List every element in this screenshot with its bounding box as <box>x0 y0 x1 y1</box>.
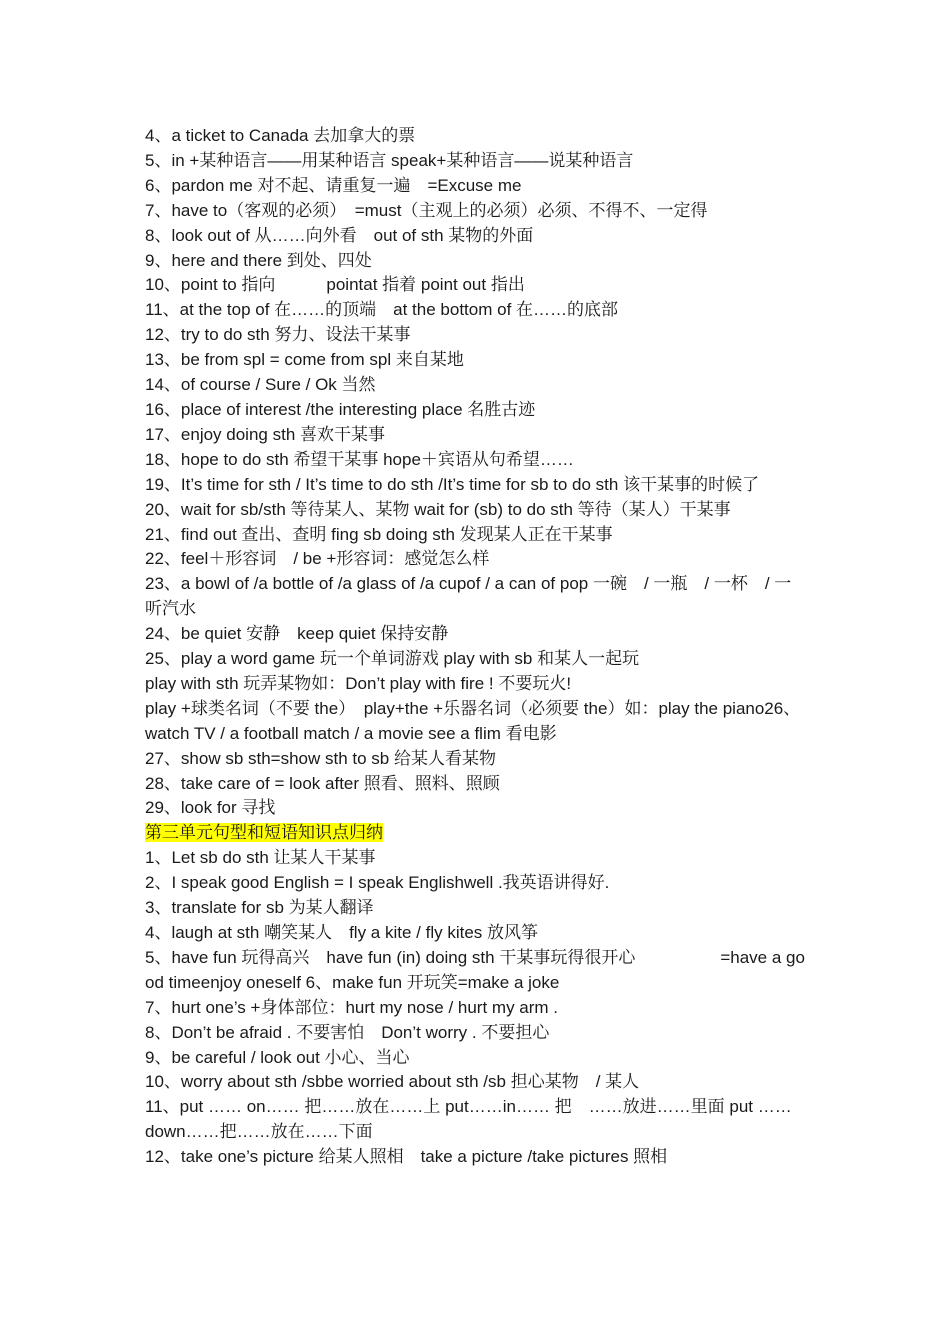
section-heading: 第三单元句型和短语知识点归纳 <box>145 823 383 843</box>
phrase-line: 25、play a word game 玩一个单词游戏 play with sb 和某人一起玩 <box>145 649 640 669</box>
phrase-line: 10、worry about sth /sbbe worried about sth /sb 担心某物 / 某人 <box>145 1072 640 1092</box>
phrase-line: 4、a ticket to Canada 去加拿大的票 <box>145 126 416 145</box>
phrase-list-part1 <box>145 124 805 821</box>
document-page <box>145 124 805 1170</box>
phrase-line: 12、try to do sth 努力、设法干某事 <box>145 325 411 345</box>
phrase-line: 17、enjoy doing sth 喜欢干某事 <box>145 424 385 444</box>
phrase-line: 9、here and there 到处、四处 <box>145 250 372 270</box>
phrase-line: 7、hurt one’s +身体部位：hurt my nose / hurt my arm . <box>145 997 559 1017</box>
phrase-line: 21、find out 查出、查明 fing sb doing sth 发现某人正在干某事 <box>145 524 613 544</box>
phrase-list-part2 <box>145 846 805 1170</box>
phrase-line: 8、look out of 从……向外看 out of sth 某物的外面 <box>145 225 534 245</box>
phrase-line: 5、in +某种语言——用某种语言 speak+某种语言——说某种语言 <box>145 150 634 170</box>
phrase-line: play with sth 玩弄某物如：Don’t play with fire ! 不要玩火! <box>145 673 572 693</box>
phrase-line: play +球类名词（不要 the） play+the +乐器名词（必须要 the）如：play the piano26、watch TV / a football match / a movie see a flim 看电影 <box>145 698 801 743</box>
section-heading-row <box>145 821 805 846</box>
phrase-line: 24、be quiet 安静 keep quiet 保持安静 <box>145 624 449 644</box>
phrase-line: 8、Don’t be afraid . 不要害怕 Don’t worry . 不要担心 <box>145 1022 550 1042</box>
phrase-line: 16、place of interest /the interesting place 名胜古迹 <box>145 399 536 419</box>
phrase-line: 9、be careful / look out 小心、当心 <box>145 1047 410 1067</box>
phrase-line: 4、laugh at sth 嘲笑某人 fly a kite / fly kites 放风筝 <box>145 923 539 942</box>
phrase-line: 6、pardon me 对不起、请重复一遍 =Excuse me <box>145 175 522 195</box>
phrase-line: 23、a bowl of /a bottle of /a glass of /a cupof / a can of pop 一碗 / 一瓶 / 一杯 / 一听汽水 <box>145 574 792 619</box>
phrase-line: 7、have to（客观的必须） =must（主观上的必须）必须、不得不、一定得 <box>145 200 708 220</box>
phrase-line: 1、Let sb do sth 让某人干某事 <box>145 848 376 868</box>
phrase-line: 20、wait for sb/sth 等待某人、某物 wait for (sb) to do sth 等待（某人）干某事 <box>145 499 731 519</box>
phrase-line: 19、It’s time for sth / It’s time to do sth /It’s time for sb to do sth 该干某事的时候了 <box>145 474 760 494</box>
phrase-line: 5、have fun 玩得高兴 have fun (in) doing sth 干某事玩得很开心 =have a good timeenjoy oneself 6、make fun 开玩笑=make a joke <box>145 947 805 992</box>
phrase-line: 14、of course / Sure / Ok 当然 <box>145 375 376 395</box>
phrase-line: 13、be from spl = come from spl 来自某地 <box>145 350 464 370</box>
phrase-line: 18、hope to do sth 希望干某事 hope＋宾语从句希望…… <box>145 449 574 469</box>
phrase-line: 27、show sb sth=show sth to sb 给某人看某物 <box>145 748 496 768</box>
phrase-line: 29、look for 寻找 <box>145 798 276 818</box>
phrase-line: 11、at the top of 在……的顶端 at the bottom of 在……的底部 <box>145 300 619 320</box>
phrase-line: 3、translate for sb 为某人翻译 <box>145 898 374 918</box>
phrase-line: 10、point to 指向 pointat 指着 point out 指出 <box>145 275 525 295</box>
phrase-line: 22、feel＋形容词 / be +形容词：感觉怎么样 <box>145 549 490 569</box>
phrase-line: 28、take care of = look after 照看、照料、照顾 <box>145 773 500 793</box>
phrase-line: 2、I speak good English = I speak Englishwell .我英语讲得好. <box>145 873 610 893</box>
phrase-line: 12、take one’s picture 给某人照相 take a picture /take pictures 照相 <box>145 1147 668 1167</box>
phrase-line: 11、put …… on…… 把……放在……上 put……in…… 把 ……放进……里面 put …… down……把……放在……下面 <box>145 1097 797 1142</box>
